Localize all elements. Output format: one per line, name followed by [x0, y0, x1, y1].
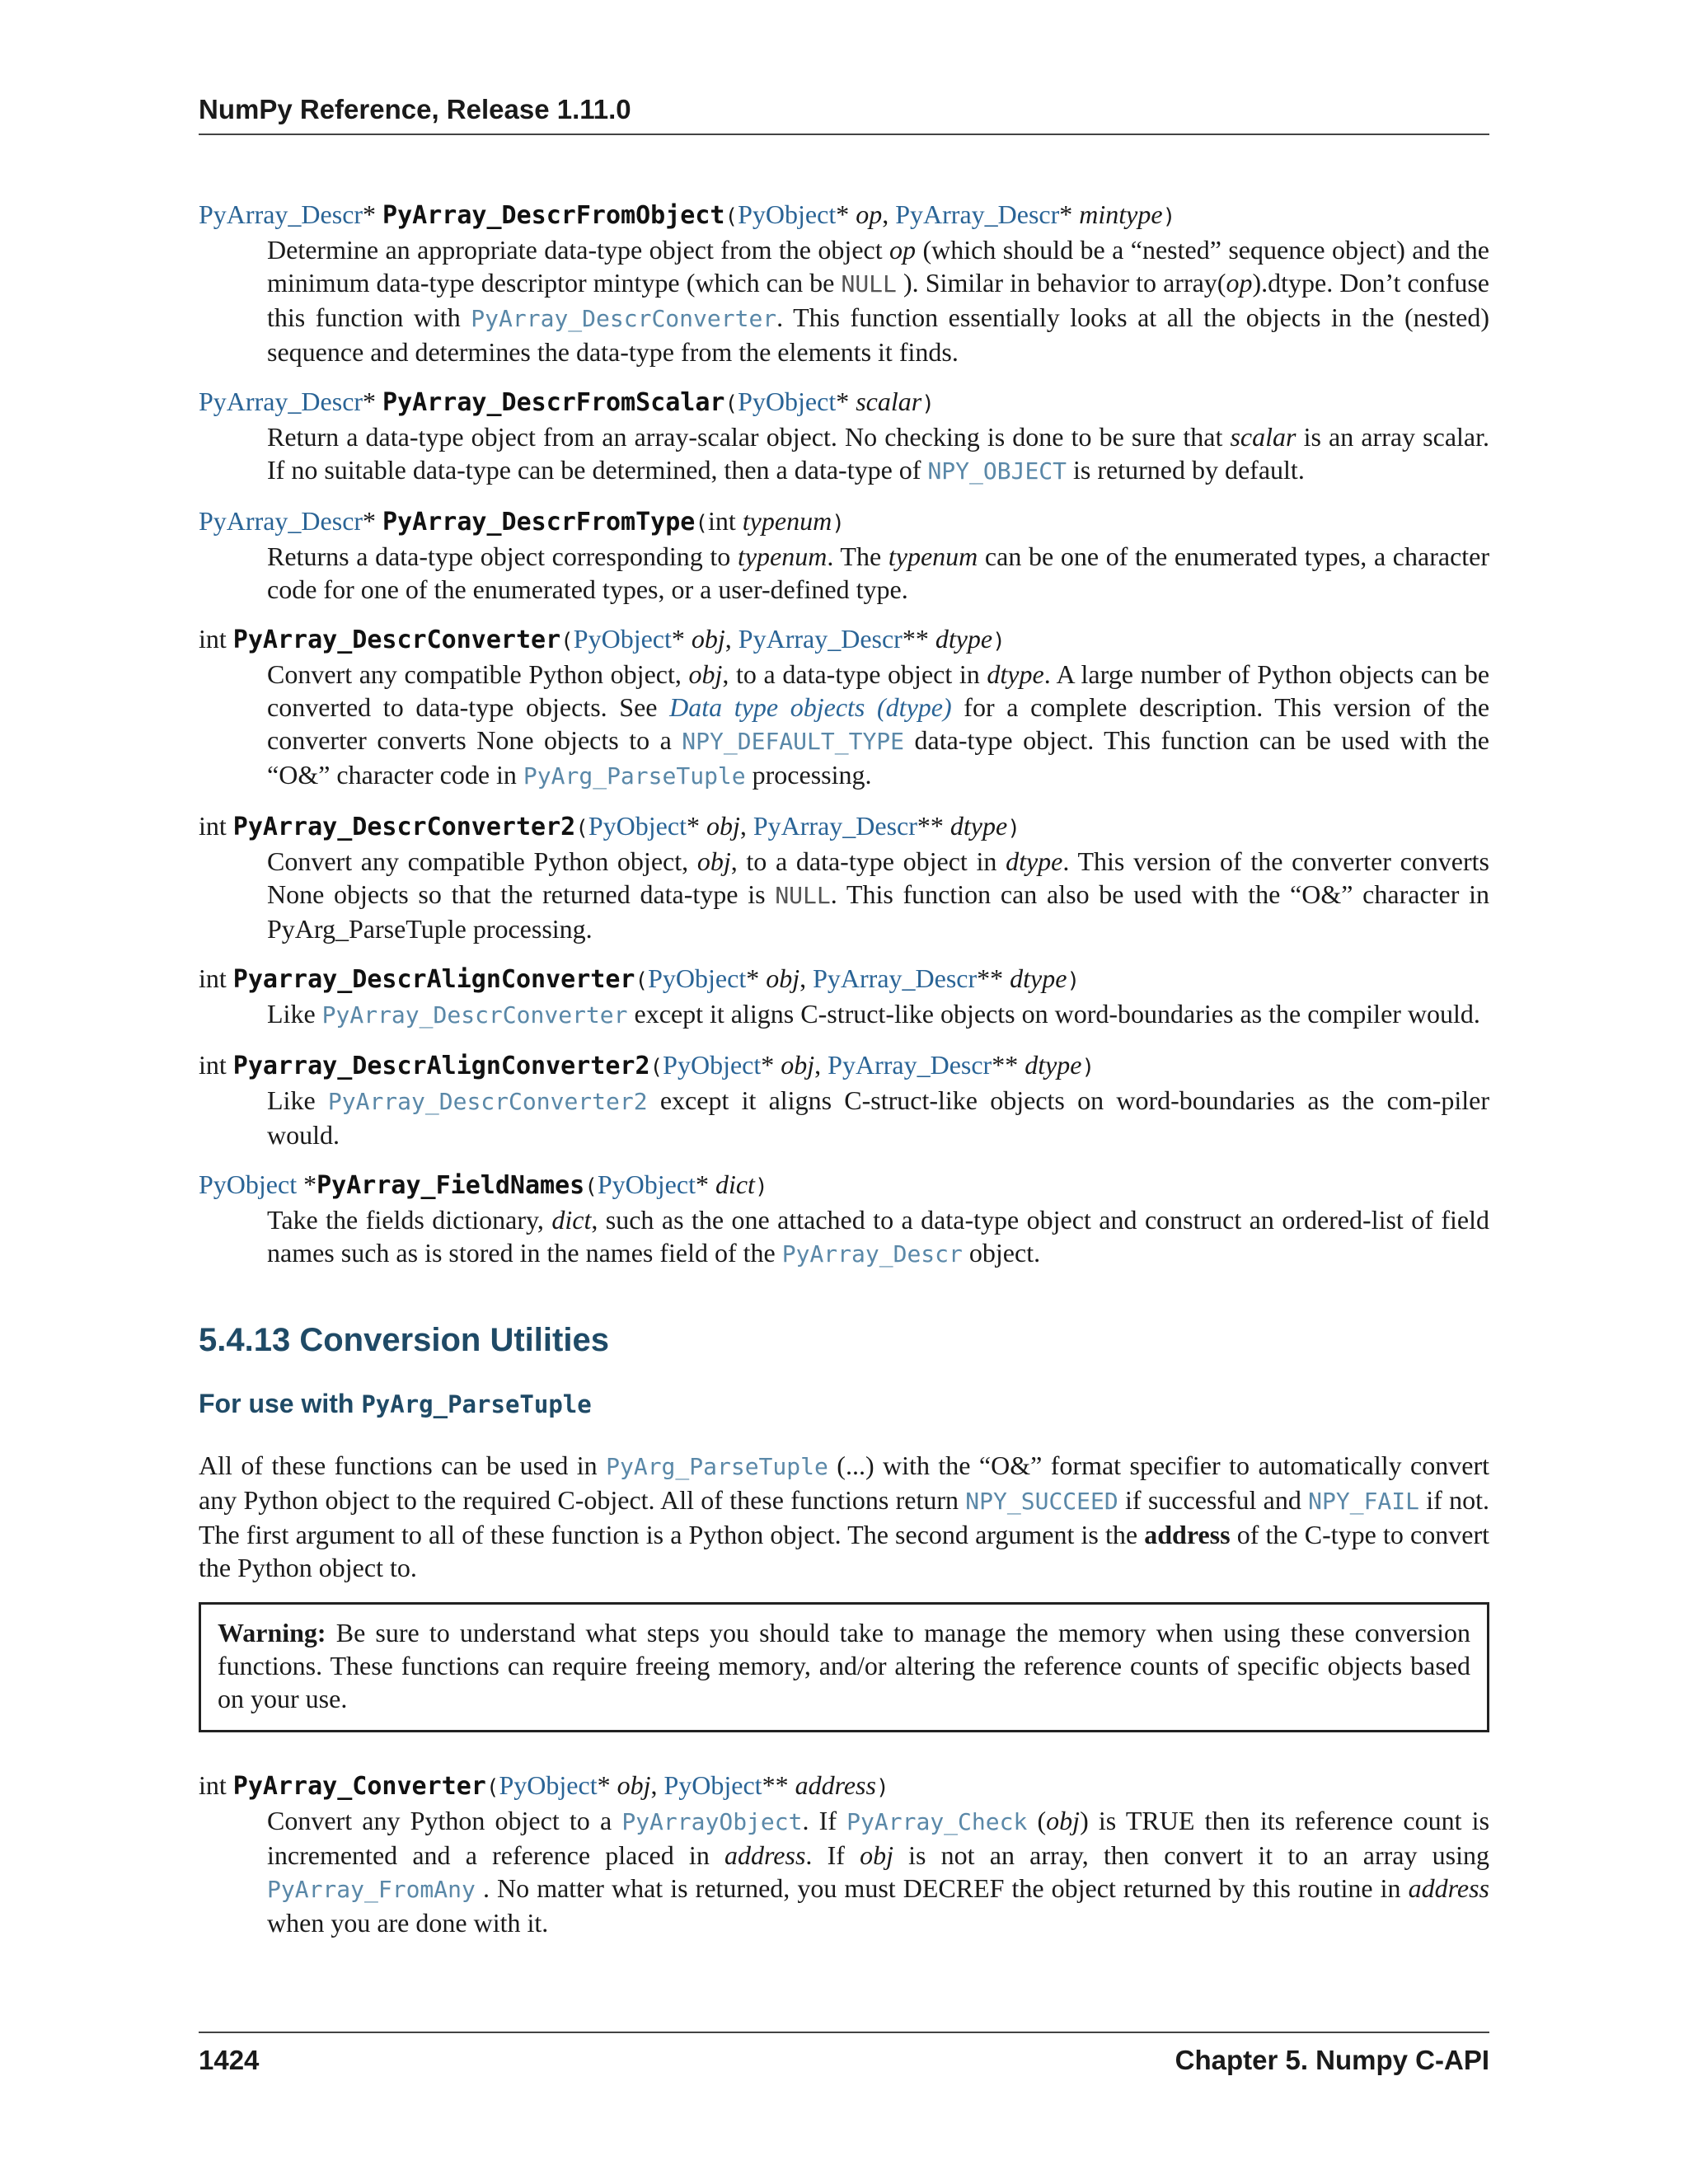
text: Like	[267, 999, 322, 1029]
text: All of these functions can be used in	[199, 1451, 607, 1480]
code-link[interactable]: PyArg_ParseTuple	[523, 762, 746, 790]
code-link[interactable]: PyArray_DescrConverter	[321, 1001, 628, 1029]
param-type-suffix: *	[695, 1169, 715, 1199]
param-type-link[interactable]: PyArray_Descr	[828, 1050, 992, 1080]
page-number: 1424	[199, 2045, 260, 2075]
text: data-type object. This function can be used with the “O&” character code in	[267, 725, 1489, 790]
section-title: 5.4.13 Conversion Utilities	[199, 1322, 609, 1358]
function-entry	[199, 1048, 1489, 1151]
code-link[interactable]: NPY_OBJECT	[927, 457, 1067, 485]
code-link[interactable]: PyArray_DescrConverter	[471, 305, 777, 332]
open-paren: (	[635, 968, 649, 993]
function-entry	[199, 1168, 1489, 1271]
param-name: dtype	[950, 811, 1008, 841]
param-type-link[interactable]: PyArray_Descr	[813, 963, 978, 993]
return-type-suffix: *	[363, 387, 383, 416]
function-signature	[199, 809, 1489, 845]
open-paren: (	[724, 204, 738, 229]
running-header	[199, 92, 1489, 135]
param-name: dtype	[935, 624, 993, 654]
function-signature	[199, 622, 1489, 658]
param-type-link[interactable]: PyObject	[573, 624, 672, 654]
function-name: Pyarray_DescrAlignConverter2	[232, 1052, 650, 1080]
doc-link[interactable]: Data type objects (dtype)	[669, 692, 952, 722]
function-entry	[199, 809, 1489, 945]
function-entry	[199, 385, 1489, 488]
param-name: obj	[766, 963, 800, 993]
text: processing.	[745, 760, 872, 790]
param-type-link[interactable]: PyArray_Descr	[738, 624, 903, 654]
text: except it aligns C-struct-like objects on word-boundaries as the compiler would.	[627, 999, 1480, 1029]
function-name: PyArray_Converter	[232, 1772, 486, 1801]
code-link[interactable]: PyArray_Check	[846, 1808, 1028, 1835]
text: Determine an appropriate data-type object from the object	[267, 235, 890, 265]
text: ).dtype. Don’t confuse this function with	[267, 268, 1490, 332]
text: ) is TRUE then its reference count is incremented and a reference placed in	[267, 1806, 1490, 1870]
function-entry	[199, 504, 1489, 606]
text: Take the fields dictionary,	[267, 1205, 552, 1235]
text: (...) with the “O&” format specifier to automatically convert any Python object to the required C-object. All of these functions return	[199, 1451, 1490, 1515]
function-entry	[199, 622, 1489, 793]
inline-code: NULL	[775, 882, 831, 909]
param-name: scalar	[856, 387, 922, 416]
code-link[interactable]: PyArg_ParseTuple	[606, 1453, 828, 1480]
emphasis: obj	[696, 846, 731, 876]
param-name: obj	[617, 1770, 651, 1800]
emphasis: typenum	[888, 541, 978, 571]
param-type-suffix: **	[977, 963, 1010, 993]
open-paren: (	[695, 511, 708, 536]
return-type-suffix: *	[363, 506, 383, 536]
param-type-link[interactable]: PyObject	[499, 1770, 598, 1800]
text: . No matter what is returned, you must DECREF the object returned by this routine in	[475, 1873, 1409, 1903]
inline-code: NULL	[841, 270, 897, 298]
function-name: PyArray_DescrConverter2	[232, 813, 576, 841]
text: when you are done with it.	[267, 1908, 549, 1938]
open-paren: (	[575, 816, 588, 841]
open-paren: (	[584, 1174, 598, 1199]
param-type-link[interactable]: PyArray_Descr	[753, 811, 917, 841]
text: if successful and	[1118, 1485, 1309, 1515]
warning-label: Warning:	[218, 1618, 326, 1647]
bold-text: address	[1144, 1520, 1231, 1549]
text: . This function can also be used with the “O&” character in PyArg_ParseTuple processing.	[267, 879, 1490, 944]
param-name: dtype	[1025, 1050, 1082, 1080]
param-separator: ,	[799, 963, 814, 993]
text: . If	[805, 1840, 860, 1870]
close-paren: )	[992, 629, 1006, 654]
code-link[interactable]: PyArray_FromAny	[267, 1876, 476, 1903]
close-paren: )	[832, 511, 845, 536]
section-paragraph	[199, 1449, 1489, 1584]
param-type-link[interactable]: PyObject	[663, 1770, 762, 1800]
function-description	[267, 1084, 1489, 1151]
open-paren: (	[724, 391, 738, 416]
header-title: NumPy Reference, Release 1.11.0	[199, 94, 631, 124]
param-type-suffix: **	[992, 1050, 1025, 1080]
emphasis: obj	[860, 1840, 893, 1870]
function-description	[267, 1203, 1489, 1271]
function-name: PyArray_DescrConverter	[232, 626, 561, 654]
warning-box	[199, 1602, 1489, 1732]
param-name: dtype	[1010, 963, 1067, 993]
function-name: Pyarray_DescrAlignConverter	[232, 965, 635, 994]
param-separator: ,	[739, 811, 753, 841]
text: . This function essentially looks at all the objects in the (nested) sequence and determines the data-type from the elements it finds.	[267, 302, 1490, 367]
return-type: int	[199, 624, 233, 654]
param-type-suffix: *	[597, 1770, 617, 1800]
function-signature	[199, 1168, 1489, 1203]
text: Like	[267, 1085, 328, 1115]
close-paren: )	[1162, 204, 1176, 229]
emphasis: obj	[688, 659, 723, 689]
text: . This version of the converter converts None objects so that the returned data-type is	[267, 846, 1490, 909]
emphasis: address	[724, 1840, 806, 1870]
param-type-link[interactable]: PyObject	[663, 1050, 762, 1080]
return-type-link[interactable]: PyArray_Descr	[199, 506, 363, 536]
param-name: typenum	[742, 506, 832, 536]
function-description	[267, 1804, 1489, 1939]
text: is not an array, then convert it to an array using	[893, 1840, 1490, 1870]
text: Convert any compatible Python object,	[267, 659, 689, 689]
text: (	[1027, 1806, 1047, 1835]
code-link[interactable]: PyArray_Descr	[781, 1240, 963, 1268]
text: object.	[962, 1238, 1041, 1268]
emphasis: dtype	[1006, 846, 1063, 876]
return-type-link[interactable]: PyArray_Descr	[199, 387, 363, 416]
function-signature	[199, 504, 1489, 540]
param-type-suffix: *	[671, 624, 692, 654]
function-signature	[199, 198, 1489, 233]
text: Convert any compatible Python object,	[267, 846, 697, 876]
param-name: dict	[715, 1169, 755, 1199]
function-description	[267, 845, 1489, 945]
function-signature	[199, 1048, 1489, 1084]
param-type: int	[708, 506, 743, 536]
param-name: op	[856, 199, 883, 229]
param-type-suffix: *	[686, 811, 706, 841]
close-paren: )	[1081, 1055, 1095, 1080]
function-name: PyArray_DescrFromScalar	[382, 388, 725, 417]
param-separator: ,	[724, 624, 738, 654]
function-description	[267, 420, 1489, 488]
close-paren: )	[1007, 816, 1020, 841]
param-name: obj	[781, 1050, 815, 1080]
function-description	[267, 540, 1489, 606]
close-paren: )	[875, 1775, 889, 1800]
emphasis: op	[1226, 268, 1253, 298]
text: ). Similar in behavior to array(	[896, 268, 1226, 298]
close-paren: )	[1067, 968, 1081, 993]
emphasis: dtype	[987, 659, 1044, 689]
param-type-suffix: **	[917, 811, 950, 841]
return-type: int	[199, 963, 233, 993]
text: . A large number of Python objects can be converted to data-type objects. See	[267, 659, 1490, 722]
text: . The	[827, 541, 889, 571]
code-link[interactable]: NPY_FAIL	[1308, 1488, 1419, 1515]
param-type-suffix: *	[836, 387, 856, 416]
param-type-link[interactable]: PyObject	[648, 963, 747, 993]
text: Convert any Python object to a	[267, 1806, 622, 1835]
text: Returns a data-type object corresponding to	[267, 541, 738, 571]
text: . If	[802, 1806, 847, 1835]
text: for a complete description. This version of the converter converts None objects to a	[267, 692, 1490, 755]
emphasis: obj	[1046, 1806, 1081, 1835]
emphasis: typenum	[737, 541, 828, 571]
return-type-suffix: *	[363, 199, 383, 229]
chapter-title: Chapter 5. Numpy C-API	[1175, 2045, 1489, 2075]
function-name: PyArray_DescrFromType	[382, 508, 696, 537]
param-separator: ,	[882, 199, 896, 229]
text: of the C-type to convert the Python object to.	[199, 1520, 1490, 1582]
function-entry	[199, 1769, 1489, 1939]
emphasis: scalar	[1230, 422, 1296, 452]
text: Return a data-type object from an array-scalar object. No checking is done to be sure that	[267, 422, 1231, 452]
function-name: PyArray_FieldNames	[316, 1171, 585, 1200]
open-paren: (	[485, 1775, 499, 1800]
param-type-link[interactable]: PyObject	[588, 811, 687, 841]
warning-text: Be sure to understand what steps you should take to manage the memory when using these conversion functions. These functions can require freeing memory, and/or altering the reference counts of specific objects based on your use.	[218, 1618, 1470, 1713]
return-type-suffix: *	[297, 1169, 317, 1199]
close-paren: )	[921, 391, 935, 416]
function-entry	[199, 198, 1489, 368]
param-type-link[interactable]: PyObject	[738, 199, 837, 229]
text: except it aligns C-struct-like objects on word-boundaries as the com-piler would.	[267, 1085, 1490, 1150]
param-name: obj	[691, 624, 725, 654]
param-type-suffix: *	[836, 199, 856, 229]
function-description	[267, 233, 1489, 368]
param-type-suffix: *	[1059, 199, 1080, 229]
param-type-suffix: *	[761, 1050, 781, 1080]
function-signature	[199, 385, 1489, 420]
return-type-link[interactable]: PyArray_Descr	[199, 199, 363, 229]
function-signature	[199, 962, 1489, 997]
text: if not. The first argument to all of these function is a Python object. The second argument is the	[199, 1485, 1490, 1549]
text: is returned by default.	[1067, 455, 1305, 485]
function-entry	[199, 962, 1489, 1032]
code-link[interactable]: NPY_DEFAULT_TYPE	[682, 728, 905, 755]
page-footer	[199, 2032, 1489, 2083]
page-content	[199, 198, 1489, 1956]
text: can be one of the enumerated types, a character code for one of the enumerated types, or a user-defined type.	[267, 541, 1490, 604]
param-name: mintype	[1079, 199, 1163, 229]
param-separator: ,	[650, 1770, 664, 1800]
subsection-title	[199, 1389, 1489, 1419]
function-name: PyArray_DescrFromObject	[382, 201, 725, 230]
open-paren: (	[560, 629, 574, 654]
close-paren: )	[754, 1174, 768, 1199]
text: (which should be a “nested” sequence object) and the minimum data-type descriptor mintype (which can be	[267, 235, 1490, 298]
text: , such as the one attached to a data-type object and construct an ordered-list of field names such as is stored in the names field of the	[267, 1205, 1490, 1268]
return-type: int	[199, 1050, 233, 1080]
function-signature	[199, 1769, 1489, 1804]
function-description	[267, 997, 1489, 1032]
return-type: int	[199, 1770, 233, 1800]
emphasis: op	[889, 235, 917, 265]
subsection-title-text: For use with	[199, 1389, 362, 1418]
emphasis: dict	[551, 1205, 592, 1235]
subsection-title-code: PyArg_ParseTuple	[361, 1390, 592, 1418]
param-separator: ,	[814, 1050, 828, 1080]
param-type-suffix: **	[902, 624, 935, 654]
code-link[interactable]: PyArray_DescrConverter2	[327, 1088, 648, 1115]
param-type-link[interactable]: PyArray_Descr	[895, 199, 1060, 229]
param-type-link[interactable]: PyObject	[738, 387, 837, 416]
param-type-link[interactable]: PyObject	[597, 1169, 696, 1199]
param-name: obj	[706, 811, 740, 841]
open-paren: (	[649, 1055, 663, 1080]
return-type-link[interactable]: PyObject	[199, 1169, 298, 1199]
function-description	[267, 658, 1489, 793]
emphasis: address	[1408, 1873, 1489, 1903]
code-link[interactable]: PyArrayObject	[621, 1808, 803, 1835]
param-name: address	[795, 1770, 876, 1800]
return-type: int	[199, 811, 233, 841]
param-type-suffix: *	[746, 963, 767, 993]
code-link[interactable]: NPY_SUCCEED	[965, 1488, 1118, 1515]
text: is an array scalar. If no suitable data-type can be determined, then a data-type of	[267, 422, 1490, 485]
text: , to a data-type object in	[730, 846, 1006, 876]
text: , to a data-type object in	[722, 659, 987, 689]
param-type-suffix: **	[762, 1770, 795, 1800]
